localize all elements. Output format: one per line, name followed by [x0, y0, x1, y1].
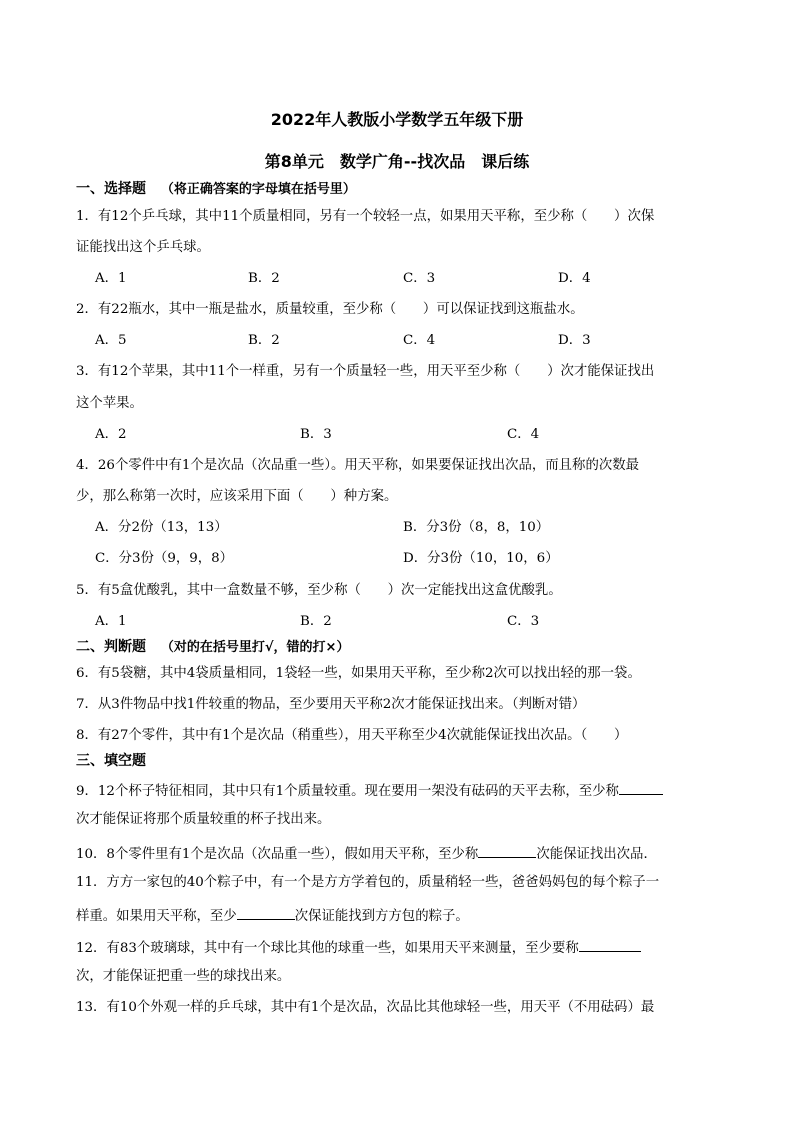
question-4-option-b: B．分3份（8，8，10）	[403, 520, 550, 535]
section-heading-judgment	[76, 638, 726, 657]
question-10-text: 10．8个零件里有1个是次品（次品重一些），假如用天平称，至少称	[76, 847, 479, 862]
question-10	[76, 843, 726, 864]
question-11-text: 样重。如果用天平称，至少	[76, 909, 237, 924]
question-6: 6．有5袋糖，其中4袋质量相同，1袋轻一些，如果用天平称，至少称2次可以找出轻的那一袋。	[76, 666, 641, 681]
question-3-line-2: 这个苹果。	[76, 396, 143, 411]
question-4-line-1: 4．26个零件中有1个是次品（次品重一些）。用天平称，如果要保证找出次品，而且称的次数最	[76, 458, 640, 473]
section-note: （将正确答案的字母填在括号里）	[160, 182, 356, 197]
question-1-option-d: D．4	[558, 271, 591, 286]
question-2-option-a: A．5	[95, 333, 127, 348]
question-11-line-2	[76, 905, 726, 926]
question-11-line-1: 11．方方一家包的40个粽子中，有一个是方方学着包的，质量稍轻一些，爸爸妈妈包的每个粽子一	[76, 875, 660, 890]
section-title: 一、选择题	[76, 181, 146, 197]
question-1-line-2: 证能找出这个乒乓球。	[76, 240, 210, 255]
answer-blank[interactable]	[619, 780, 663, 795]
question-1-option-a: A．1	[95, 271, 127, 286]
question-5-option-c: C．3	[507, 614, 540, 629]
question-1-option-c: C．3	[403, 271, 436, 286]
question-7: 7．从3件物品中找1件较重的物品，至少要用天平称2次才能保证找出来。（判断对错）	[76, 697, 586, 712]
question-1-option-b: B．2	[248, 271, 280, 286]
question-12-line-1	[76, 937, 726, 958]
answer-blank[interactable]	[237, 905, 295, 920]
section-title: 二、判断题	[76, 639, 146, 655]
question-9-text: 9．12个杯子特征相同，其中只有1个质量较重。现在要用一架没有砝码的天平去称，至少称	[76, 784, 619, 799]
question-4-option-a: A．分2份（13，13）	[95, 520, 228, 535]
question-2-line-1: 2．有22瓶水，其中一瓶是盐水，质量较重，至少称（ ）可以保证找到这瓶盐水。	[76, 302, 584, 317]
question-3-line-1: 3．有12个苹果，其中11个一样重，另有一个质量轻一些，用天平至少称（ ）次才能保证找出	[76, 364, 655, 379]
question-4-option-d: D．分3份（10，10，6）	[403, 551, 559, 566]
question-9-line-2: 次才能保证将那个质量较重的杯子找出来。	[76, 812, 331, 827]
question-10-text-end: 次能保证找出次品．	[536, 847, 657, 862]
section-note: （对的在括号里打√，错的打×）	[160, 640, 350, 655]
question-4-option-c: C．分3份（9，9，8）	[95, 551, 234, 566]
question-3-option-b: B．3	[300, 427, 332, 442]
question-3-option-c: C．4	[507, 427, 540, 442]
question-2-option-d: D．3	[558, 333, 591, 348]
question-4-line-2: 少，那么称第一次时，应该采用下面（ ）种方案。	[76, 489, 398, 504]
section-heading-fill: 三、填空题	[76, 753, 146, 769]
question-8: 8．有27个零件，其中有1个是次品（稍重些），用天平称至少4次就能保证找出次品。（ ）	[76, 728, 628, 743]
answer-blank[interactable]	[579, 937, 641, 952]
page-title: 2022年人教版小学数学五年级下册	[270, 110, 524, 129]
question-3-option-a: A．2	[95, 427, 127, 442]
question-12-text: 12．有83个玻璃球，其中有一个球比其他的球重一些，如果用天平来测量，至少要称	[76, 941, 579, 956]
question-5-line-1: 5．有5盒优酸乳，其中一盒数量不够，至少称（ ）次一定能找出这盒优酸乳。	[76, 583, 562, 598]
page-subtitle: 第8单元 数学广角--找次品 课后练	[264, 152, 530, 171]
question-2-option-b: B．2	[248, 333, 280, 348]
question-2-option-c: C．4	[403, 333, 436, 348]
answer-blank[interactable]	[478, 843, 536, 858]
question-11-text-end: 次保证能找到方方包的粽子。	[294, 909, 469, 924]
section-heading-choice	[76, 180, 726, 199]
question-12-line-2: 次，才能保证把重一些的球找出来。	[76, 969, 291, 984]
question-5-option-b: B．2	[300, 614, 332, 629]
question-13-line-1: 13．有10个外观一样的乒乓球，其中有1个是次品，次品比其他球轻一些，用天平（不用砝码）最	[76, 1000, 655, 1015]
question-1-line-1: 1．有12个乒乓球，其中11个质量相同，另有一个较轻一点，如果用天平称，至少称（ ）次保	[76, 209, 655, 224]
question-5-option-a: A．1	[95, 614, 127, 629]
question-9-line-1	[76, 780, 726, 801]
